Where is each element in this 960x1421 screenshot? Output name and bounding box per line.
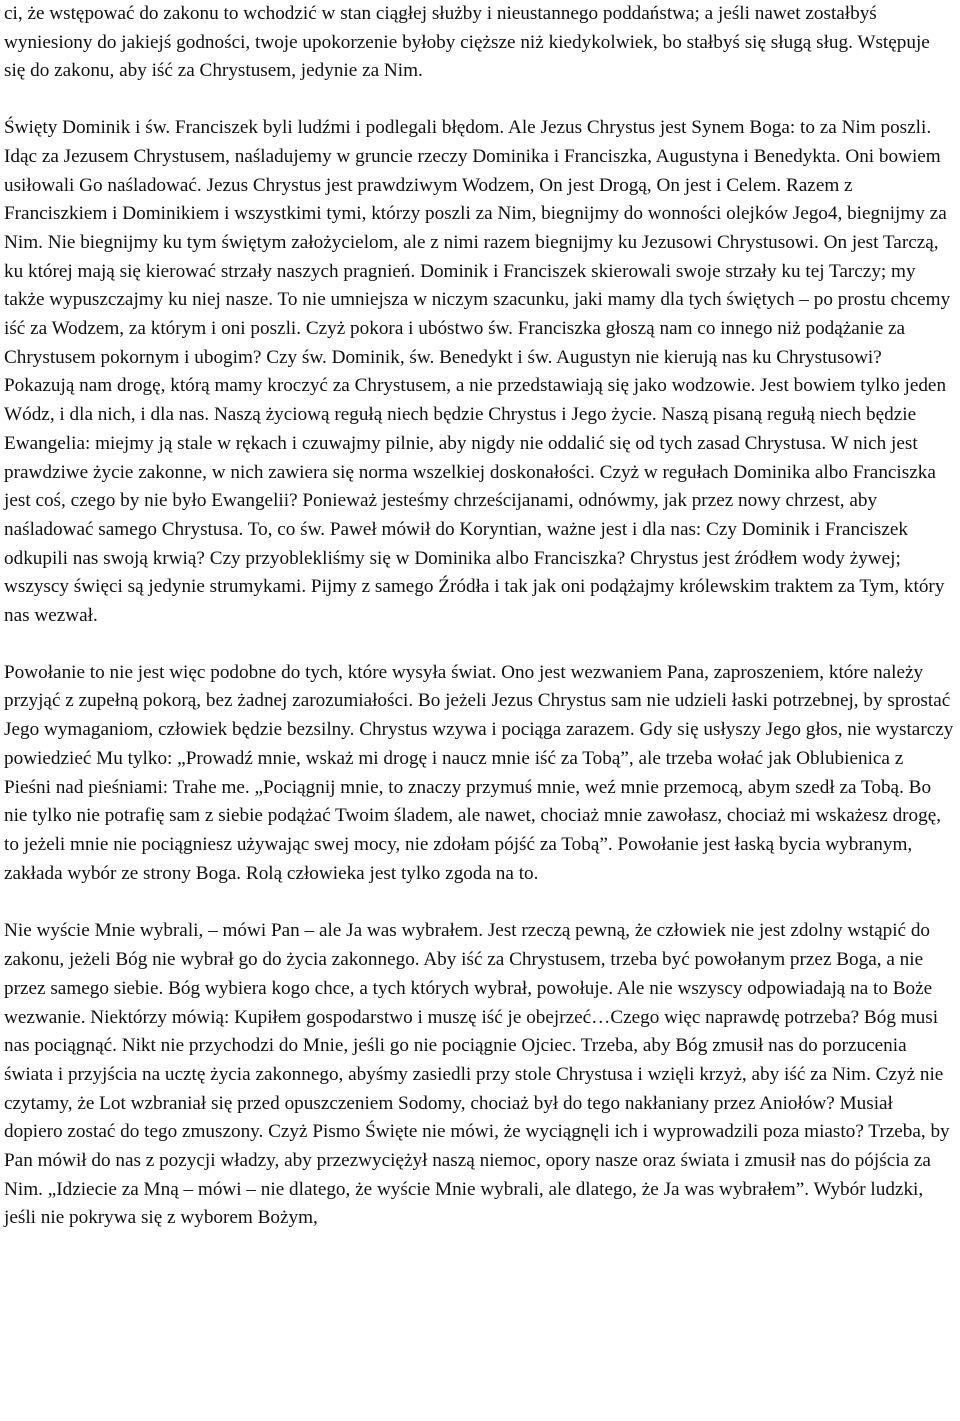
document-page xyxy=(4,0,954,1233)
paragraph-2: Święty Dominik i św. Franciszek byli ludźmi i podlegali błędom. Ale Jezus Chrystus jest Synem Boga: to za Nim poszli. Idąc za Jezusem Chrystusem, naśladujemy w gruncie rzeczy Dominika i Franciszka, Augustyna i Benedykta. Oni bowiem usiłowali Go naśladować. Jezus Chrystus jest prawdziwym Wodzem, On jest Drogą, On jest i Celem. Razem z Franciszkiem i Dominikiem i wszystkimi tymi, którzy poszli za Nim, biegnijmy do wonności olejków Jego4, biegnijmy za Nim. Nie biegnijmy ku tym świętym założycielom, ale z nimi razem biegnijmy ku Jezusowi Chrystusowi. On jest Tarczą, ku której mają się kierować strzały naszych pragnień. Dominik i Franciszek skierowali swoje strzały ku tej Tarczy; my także wypuszczajmy ku niej nasze. To nie umniejsza w niczym szacunku, jaki mamy dla tych świętych – po prostu chcemy iść za Wodzem, za którym i oni poszli. Czyż pokora i ubóstwo św. Franciszka głoszą nam co innego niż podążanie za Chrystusem pokornym i ubogim? Czy św. Dominik, św. Benedykt i św. Augustyn nie kierują nas ku Chrystusowi? Pokazują nam drogę, którą mamy kroczyć za Chrystusem, a nie przedstawiają się jako wodzowie. Jest bowiem tylko jeden Wódz, i dla nich, i dla nas. Naszą życiową regułą niech będzie Chrystus i Jego życie. Naszą pisaną regułą niech będzie Ewangelia: miejmy ją stale w rękach i czuwajmy pilnie, aby nigdy nie oddalić się od tych zasad Chrystusa. W nich jest prawdziwe życie zakonne, w nich zawiera się norma wszelkiej doskonałości. Czyż w regułach Dominika albo Franciszka jest coś, czego by nie było Ewangelii? Ponieważ jesteśmy chrześcijanami, odnówmy, jak przez nowy chrzest, aby naśladować samego Chrystusa. To, co św. Paweł mówił do Koryntian, ważne jest i dla nas: Czy Dominik i Franciszek odkupili nas swoją krwią? Czy przyoblekliśmy się w Dominika albo Franciszka? Chrystus jest źródłem wody żywej; wszyscy święci są jedynie strumykami. Pijmy z samego Źródła i tak jak oni podążajmy królewskim traktem za Tym, który nas wezwał. xyxy=(4,117,951,627)
paragraph-4: Nie wyście Mnie wybrali, – mówi Pan – ale Ja was wybrałem. Jest rzeczą pewną, że człowiek nie jest zdolny wstąpić do zakonu, jeżeli Bóg nie wybrał go do życia zakonnego. Aby iść za Chrystusem, trzeba być powołanym przez Boga, a nie przez samego siebie. Bóg wybiera kogo chce, a tych których wybrał, powołuje. Ale nie wszyscy odpowiadają na to Boże wezwanie. Niektórzy mówią: Kupiłem gospodarstwo i muszę iść je obejrzeć…Czego więc naprawdę potrzeba? Bóg musi nas pociągnąć. Nikt nie przychodzi do Mnie, jeśli go nie pociągnie Ojciec. Trzeba, aby Bóg zmusił nas do porzucenia świata i przyjścia na ucztę życia zakonnego, abyśmy zasiedli przy stole Chrystusa i wzięli krzyż, aby iść za Nim. Czyż nie czytamy, że Lot wzbraniał się przed opuszczeniem Sodomy, chociaż był do tego nakłaniany przez Aniołów? Musiał dopiero zostać do tego zmuszony. Czyż Pismo Święte nie mówi, że wyciągnęli ich i wyprowadzili poza miasto? Trzeba, by Pan mówił do nas z pozycji władzy, aby przezwyciężył naszą niemoc, opory nasze oraz świata i zmusił nas do pójścia za Nim. „Idziecie za Mną – mówi – nie dlatego, że wyście Mnie wybrali, ale dlatego, że Ja was wybrałem”. Wybór ludzki, jeśli nie pokrywa się z wyborem Bożym, xyxy=(4,920,950,1229)
paragraph-1: ci, że wstępować do zakonu to wchodzić w stan ciągłej służby i nieustannego poddaństwa; a jeśli nawet zostałbyś wyniesiony do jakiejś godności, twoje upokorzenie byłoby cięższe niż kiedykolwiek, bo stałbyś się sługą sług. Wstępuje się do zakonu, aby iść za Chrystusem, jedynie za Nim. xyxy=(4,3,930,82)
paragraph-3: Powołanie to nie jest więc podobne do tych, które wysyła świat. Ono jest wezwaniem Pana, zaproszeniem, które należy przyjąć z zupełną pokorą, bez żadnej zarozumiałości. Bo jeżeli Jezus Chrystus sam nie udzieli łaski potrzebnej, by sprostać Jego wymaganiom, człowiek będzie bezsilny. Chrystus wzywa i pociąga zarazem. Gdy się usłyszy Jego głos, nie wystarczy powiedzieć Mu tylko: „Prowadź mnie, wskaż mi drogę i naucz mnie iść za Tobą”, ale trzeba wołać jak Oblubienica z Pieśni nad pieśniami: Trahe me. „Pociągnij mnie, to znaczy przymuś mnie, weź mnie przemocą, abym szedł za Tobą. Bo nie tylko nie potrafię sam z siebie podążać Twoim śladem, ale nawet, chociaż mnie zawołasz, chociaż mi wskażesz drogę, to jeżeli mnie nie pociągniesz używając swej mocy, nie zdołam pójść za Tobą”. Powołanie jest łaską bycia wybranym, zakłada wybór ze strony Boga. Rolą człowieka jest tylko zgoda na to. xyxy=(4,661,954,884)
